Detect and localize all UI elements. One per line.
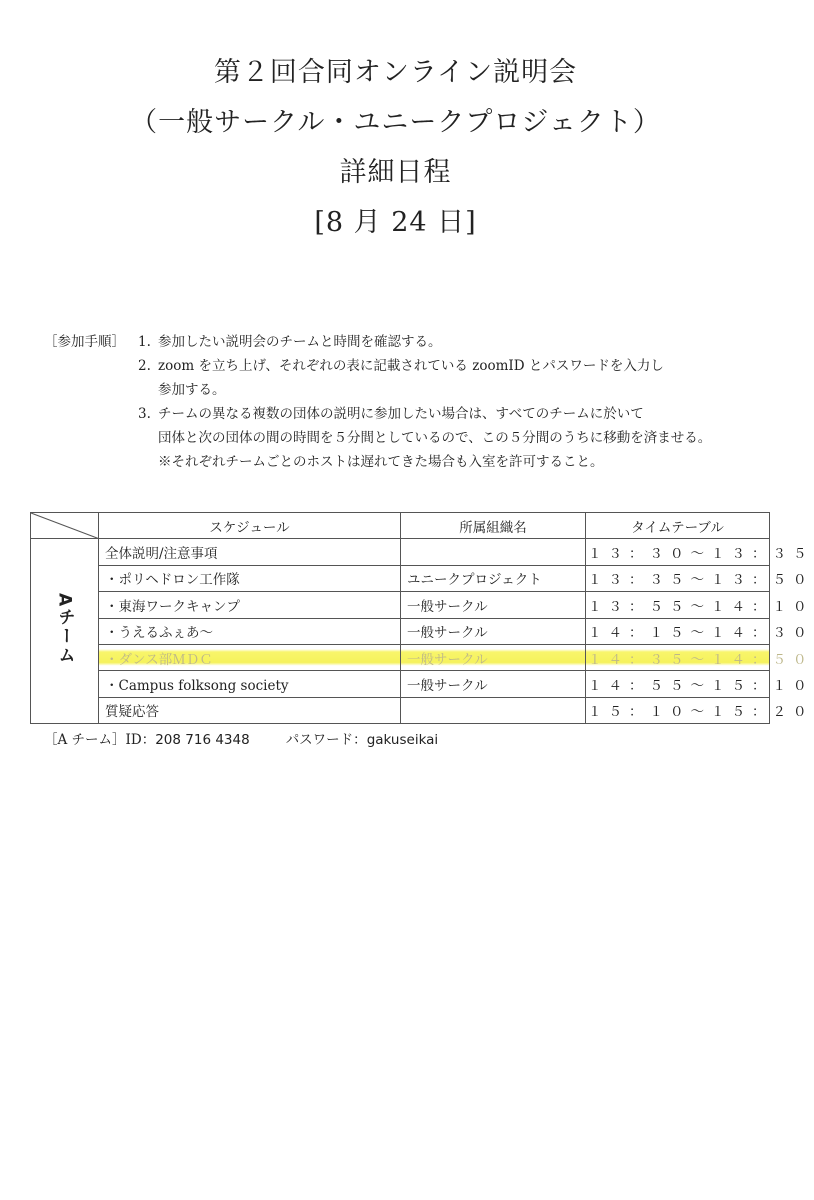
diagonal-line xyxy=(31,513,98,538)
step-text: 参加したい説明会のチームと時間を確認する。 xyxy=(158,334,442,350)
step-text: 参加する。 xyxy=(158,382,226,398)
schedule-cell: ・うえるふぇあ〜 xyxy=(99,618,401,644)
zoom-password: gakuseikai xyxy=(366,732,439,748)
table-row xyxy=(31,618,770,644)
org-cell xyxy=(401,539,586,565)
table-row xyxy=(31,565,770,591)
team-id-label: ［A チーム］ID： xyxy=(44,732,156,748)
schedule-cell: ・ポリヘドロン工作隊 xyxy=(99,565,401,591)
header-org: 所属組織名 xyxy=(401,513,586,539)
step-number: 3. xyxy=(138,406,151,422)
org-cell: 一般サークル xyxy=(401,644,586,670)
title-line-1: 第２回合同オンライン説明会 xyxy=(213,57,578,88)
zoom-info xyxy=(44,728,438,748)
org-cell: 一般サークル xyxy=(401,671,586,697)
org-cell xyxy=(401,697,586,723)
schedule-cell: ・東海ワークキャンプ xyxy=(99,592,401,618)
title-date: [8 月 24 日] xyxy=(314,207,477,238)
org-cell: ユニークプロジェクト xyxy=(401,565,586,591)
team-cell xyxy=(31,539,99,724)
time-cell: １３：５５〜１４：１０ xyxy=(586,592,770,618)
time-cell: １３：３５〜１３：５０ xyxy=(586,565,770,591)
step-number: 2. xyxy=(138,358,151,374)
header-time: タイムテーブル xyxy=(586,513,770,539)
title-line-2: （一般サークル・ユニークプロジェクト） xyxy=(130,107,661,138)
procedure-label: ［参加手順］ xyxy=(44,334,125,350)
zoom-id: 208 716 4348 xyxy=(155,732,250,748)
step-text: チームの異なる複数の団体の説明に参加したい場合は、すべてのチームに於いて xyxy=(158,406,644,422)
time-cell: １４：５５〜１５：１０ xyxy=(586,671,770,697)
title-line-3: 詳細日程 xyxy=(339,157,452,188)
schedule-cell: 質疑応答 xyxy=(99,697,401,723)
schedule-cell: 全体説明/注意事項 xyxy=(99,539,401,565)
password-label: パスワード： xyxy=(285,732,367,748)
schedule-table xyxy=(30,512,814,724)
table-row xyxy=(31,592,770,618)
table-row xyxy=(31,671,770,697)
table-row xyxy=(31,697,770,723)
procedure-section xyxy=(44,330,784,474)
document-title xyxy=(0,48,791,248)
step-number: 1. xyxy=(138,334,151,350)
schedule-cell: ・ダンス部ＭＤＣ xyxy=(99,644,401,670)
team-label: Aチーム xyxy=(54,593,75,666)
step-text: zoom を立ち上げ、それぞれの表に記載されている zoomID とパスワードを入力し xyxy=(158,358,664,374)
step-note: ※それぞれチームごとのホストは遅れてきた場合も入室を許可すること。 xyxy=(158,454,604,470)
org-cell: 一般サークル xyxy=(401,592,586,618)
schedule-cell: ・Campus folksong society xyxy=(99,671,401,697)
step-text: 団体と次の団体の間の時間を５分間としているので、この５分間のうちに移動を済ませる。 xyxy=(158,430,712,446)
org-cell: 一般サークル xyxy=(401,618,586,644)
header-schedule: スケジュール xyxy=(99,513,401,539)
table-row-highlighted xyxy=(31,644,770,670)
time-cell: １４：３５〜１４：５０ xyxy=(586,644,770,670)
time-cell: １４：１５〜１４：３０ xyxy=(586,618,770,644)
corner-cell xyxy=(31,513,99,539)
table-row xyxy=(31,539,770,565)
time-cell: １５：１０〜１５：２０ xyxy=(586,697,770,723)
table-header-row xyxy=(31,513,770,539)
time-cell: １３：３０〜１３：３５ xyxy=(586,539,770,565)
